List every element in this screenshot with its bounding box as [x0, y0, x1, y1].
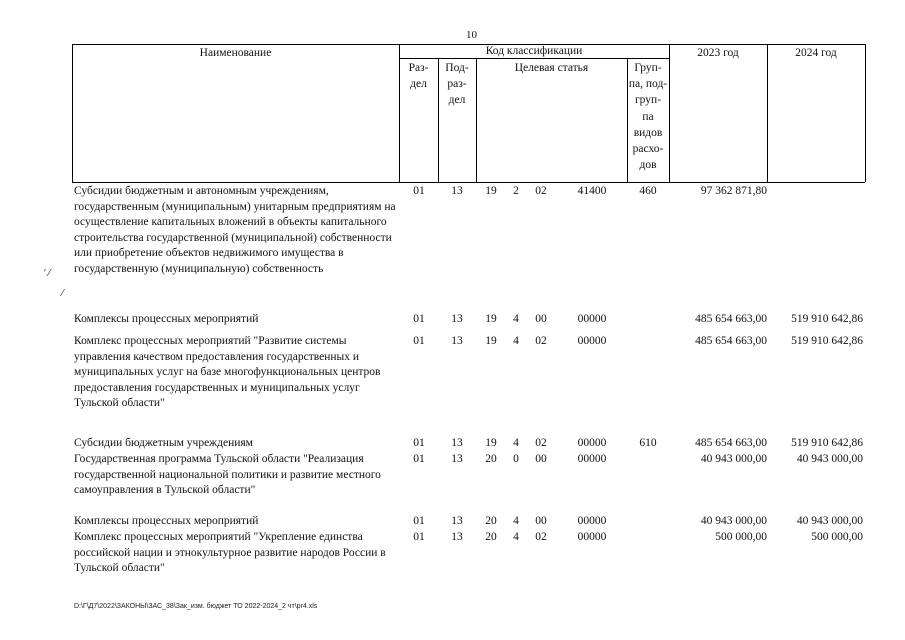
row-2023: 500 000,00	[715, 531, 767, 543]
row-group: 610	[639, 437, 657, 449]
row-2024: 40 943 000,00	[796, 453, 863, 465]
header-divider-podrazdel	[476, 58, 477, 182]
row-2023: 40 943 000,00	[700, 515, 767, 527]
header-code-group: Код классификации	[485, 45, 583, 57]
row-razdel: 01	[413, 313, 425, 325]
row-cs1: 19	[485, 185, 497, 197]
row-2024: 40 943 000,00	[796, 515, 863, 527]
header-name: Наименование	[199, 47, 272, 59]
row-razdel: 01	[413, 335, 425, 347]
row-cs1: 20	[485, 453, 497, 465]
row-name: Комплекс процессных мероприятий "Укрепление единства российской нации и этнокультурное развитие народов России в Тульской области"	[74, 531, 386, 575]
header-right-border	[865, 44, 866, 182]
row-cs2: 4	[513, 515, 519, 527]
row-cs4: 00000	[577, 531, 607, 543]
row-cs4: 41400	[577, 185, 607, 197]
row-razdel: 01	[413, 437, 425, 449]
row-cs3: 02	[535, 185, 547, 197]
row-cs4: 00000	[577, 437, 607, 449]
row-cs3: 00	[535, 313, 547, 325]
row-podrazdel: 13	[451, 453, 463, 465]
row-cs1: 19	[485, 313, 497, 325]
header-year-2023: 2023 год	[697, 47, 739, 59]
row-name: Комплекс процессных мероприятий "Развитие системы управления качеством предоставления государственных и муниципальных услуг на базе многофункциональных центров предоставления государственных и муниципальных услуг Тульской области"	[74, 335, 381, 410]
row-razdel: 01	[413, 515, 425, 527]
header-divider-2023	[767, 44, 768, 182]
row-cs4: 00000	[577, 515, 607, 527]
row-2023: 485 654 663,00	[695, 335, 767, 347]
header-group: Груп- па, под- груп- па видов расхо- дов	[628, 62, 668, 172]
row-cs1: 20	[485, 515, 497, 527]
row-cs3: 02	[535, 531, 547, 543]
row-cs3: 02	[535, 335, 547, 347]
row-name: Государственная программа Тульской области "Реализация государственной национальной политики и развитие местного самоуправления в Тульской области"	[74, 453, 381, 497]
row-2023: 97 362 871,80	[700, 185, 767, 197]
header-left-border	[72, 44, 73, 182]
row-2023: 485 654 663,00	[695, 313, 767, 325]
row-podrazdel: 13	[451, 531, 463, 543]
row-cs2: 4	[513, 313, 519, 325]
margin-scan-mark: ′ ⁄	[44, 268, 51, 279]
row-podrazdel: 13	[451, 335, 463, 347]
header-year-2024: 2024 год	[795, 47, 837, 59]
file-path-footer: D:\Г\Д7\2022\ЗАКОНЫ\ЗАС_38\Зак_изм. бюджет ТО 2022-2024_2 чт\pr4.xls	[74, 603, 318, 610]
margin-scan-mark: ⁄	[62, 288, 64, 299]
row-cs3: 00	[535, 515, 547, 527]
row-cs1: 19	[485, 335, 497, 347]
row-2024: 519 910 642,86	[791, 313, 863, 325]
row-cs4: 00000	[577, 453, 607, 465]
row-podrazdel: 13	[451, 185, 463, 197]
header-razdel: Раз- дел	[408, 62, 429, 91]
page-number: 10	[466, 29, 477, 41]
row-2024: 519 910 642,86	[791, 437, 863, 449]
row-podrazdel: 13	[451, 515, 463, 527]
row-cs2: 0	[513, 453, 519, 465]
row-2023: 40 943 000,00	[700, 453, 767, 465]
row-name: Субсидии бюджетным учреждениям	[74, 437, 253, 449]
row-cs4: 00000	[577, 313, 607, 325]
row-podrazdel: 13	[451, 437, 463, 449]
row-cs2: 4	[513, 531, 519, 543]
row-2024: 500 000,00	[811, 531, 863, 543]
row-cs3: 02	[535, 437, 547, 449]
row-cs1: 19	[485, 437, 497, 449]
row-cs3: 00	[535, 453, 547, 465]
row-cs2: 4	[513, 437, 519, 449]
row-razdel: 01	[413, 453, 425, 465]
row-group: 460	[639, 185, 657, 197]
row-podrazdel: 13	[451, 313, 463, 325]
header-bottom-border	[72, 182, 865, 183]
row-razdel: 01	[413, 185, 425, 197]
row-2023: 485 654 663,00	[695, 437, 767, 449]
row-name: Комплексы процессных мероприятий	[74, 313, 259, 325]
row-cs2: 4	[513, 335, 519, 347]
row-razdel: 01	[413, 531, 425, 543]
row-cs4: 00000	[577, 335, 607, 347]
header-target: Целевая статья	[514, 62, 589, 74]
header-divider-group	[669, 44, 670, 182]
header-podrazdel: Под- раз- дел	[445, 62, 469, 107]
row-cs2: 2	[513, 185, 519, 197]
row-cs1: 20	[485, 531, 497, 543]
row-name: Субсидии бюджетным и автономным учреждениям, государственным (муниципальным) унитарным предприятиям на осуществление капитальных вложений в объекты капитального строительства государственной (муниципальной) собственности или приобретение объектов недвижимого имущества в государственную (муниципальную) собственность	[74, 185, 396, 275]
row-name: Комплексы процессных мероприятий	[74, 515, 259, 527]
row-2024: 519 910 642,86	[791, 335, 863, 347]
